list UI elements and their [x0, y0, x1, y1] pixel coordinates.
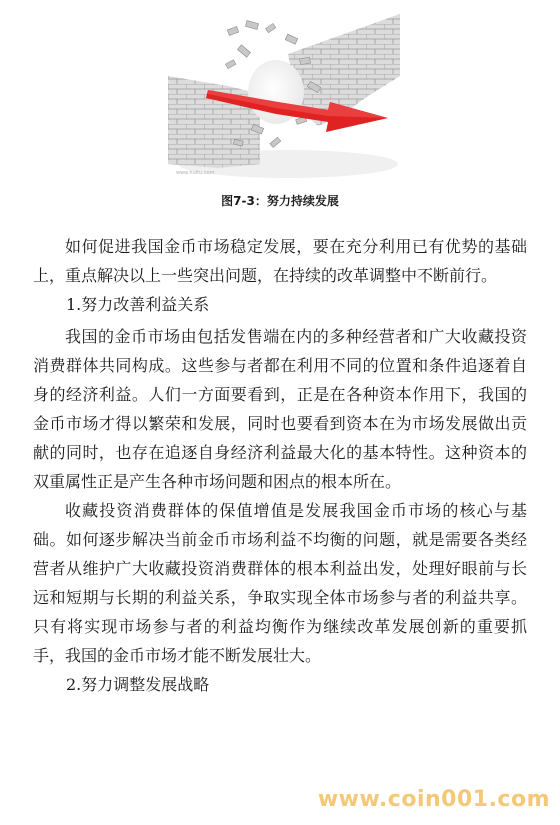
section-heading: 1.努力改善利益关系 [66, 295, 210, 314]
paragraph: 如何促进我国金币市场稳定发展，要在充分利用已有优势的基础上，重点解决以上一些突出问题，在持续的改革调整中不断前行。 [33, 237, 527, 285]
image-credit: www.huitu.com [176, 170, 215, 176]
paragraph: 收藏投资消费群体的保值增值是发展我国金币市场的核心与基础。如何逐步解决当前金币市场利益不均衡的问题，就是需要各类经营者从维护广大收藏投资消费群体的根本利益出发，处理好眼前与长远和短期与长期的利益关系，争取实现全体市场参与者的利益共享。只有将实现市场参与者的利益均衡作为继续改革发展创新的重要抓手，我国的金币市场才能不断发展壮大。 [33, 501, 527, 665]
section-heading: 2.努力调整发展战略 [66, 675, 210, 694]
paragraph: 我国的金币市场由包括发售端在内的多种经营者和广大收藏投资消费群体共同构成。这些参与者都在利用不同的位置和条件追逐着自身的经济利益。人们一方面要看到，正是在各种资本作用下，我国的金币市场才得以繁荣和发展，同时也要看到资本在为市场发展做出贡献的同时，也存在追逐自身经济利益最大化的基本特性。这种资本的双重属性正是产生各种市场问题和困点的根本所在。 [33, 327, 527, 491]
watermark: www.coin001.com [317, 787, 550, 812]
figure-image [168, 14, 400, 180]
article-body [33, 232, 527, 702]
figure-caption: 图7-3：努力持续发展 [221, 194, 339, 208]
